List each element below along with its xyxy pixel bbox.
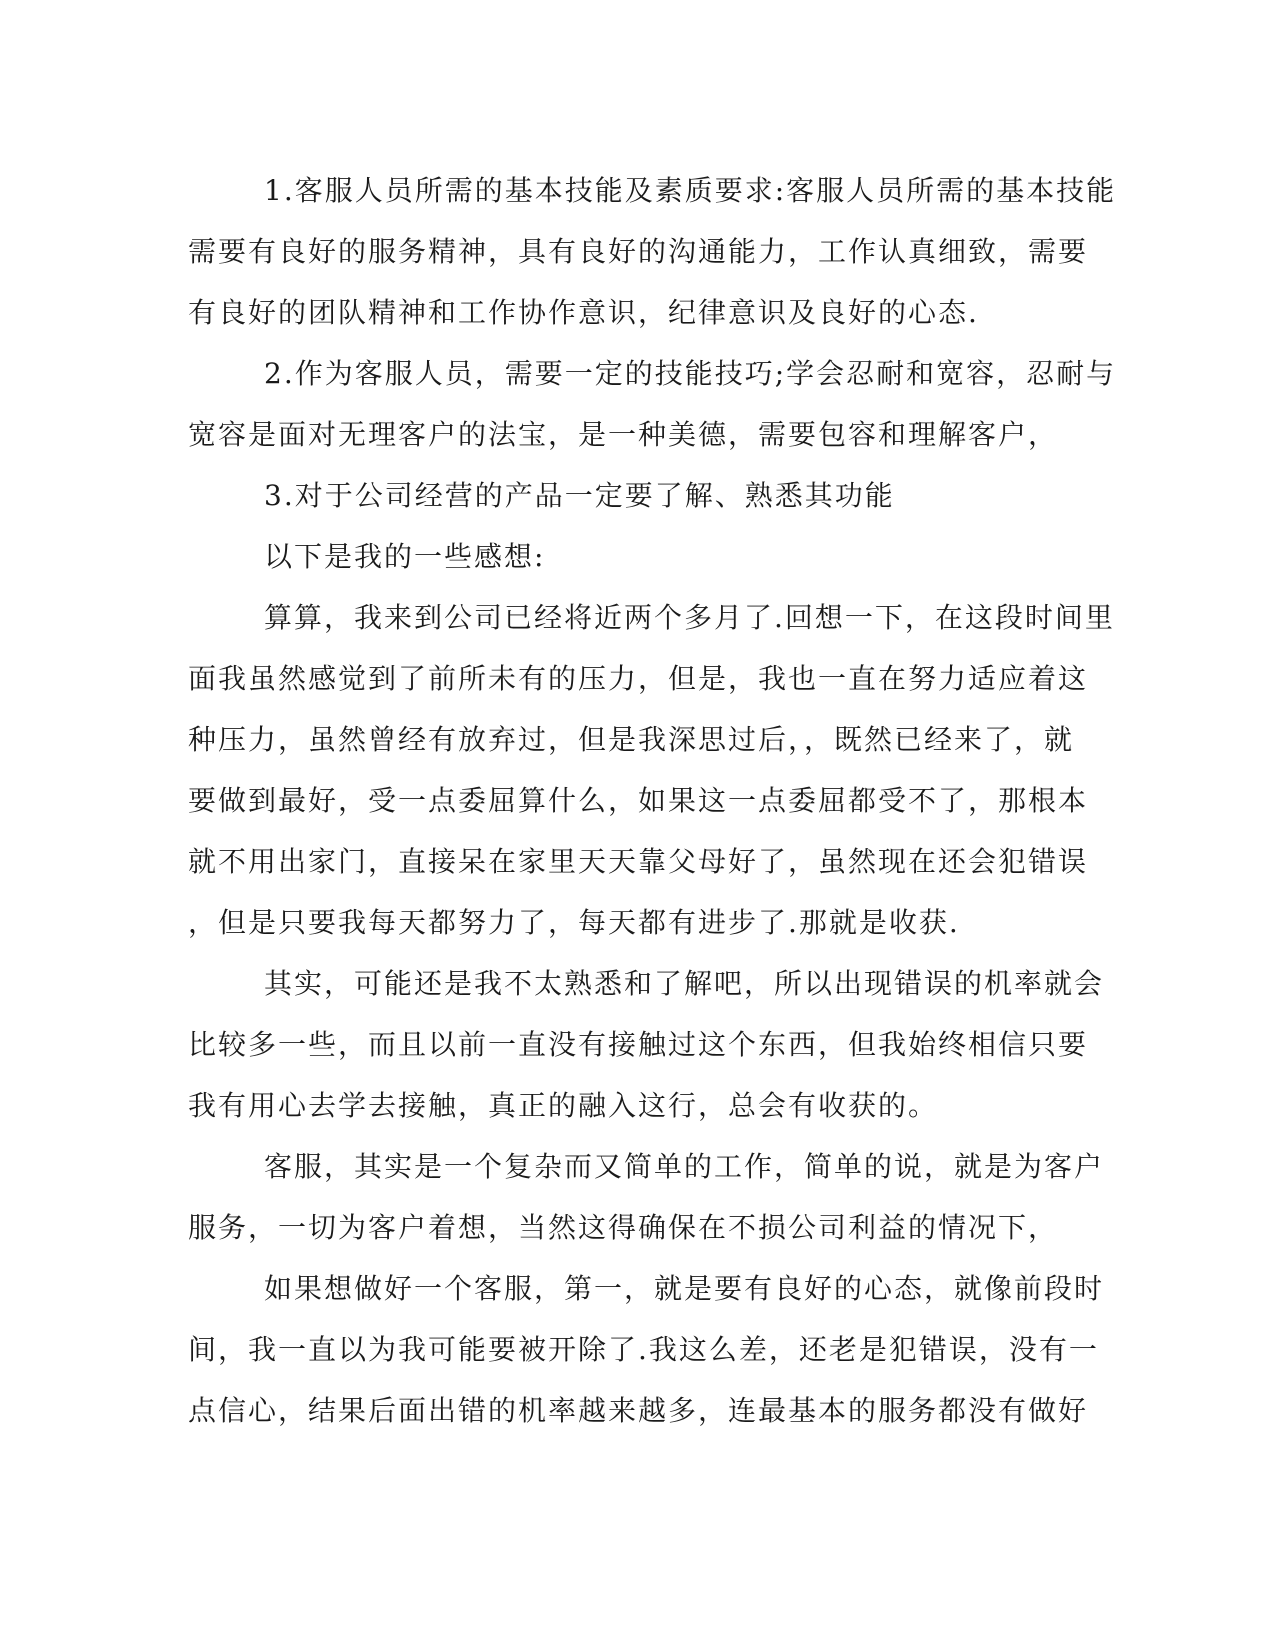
text-line: 算算，我来到公司已经将近两个多月了.回想一下，在这段时间里 xyxy=(264,601,1115,634)
text-line: 3.对于公司经营的产品一定要了解、熟悉其功能 xyxy=(264,479,895,512)
paragraph-5 xyxy=(188,587,1115,953)
text-line: 间，我一直以为我可能要被开除了.我这么差，还老是犯错误，没有一 xyxy=(188,1333,1099,1366)
text-line: 服务，一切为客户着想，当然这得确保在不损公司利益的情况下， xyxy=(188,1211,1059,1244)
text-line: 种压力，虽然曾经有放弃过，但是我深思过后，，既然已经来了，就 xyxy=(188,723,1075,756)
text-line: 点信心，结果后面出错的机率越来越多，连最基本的服务都没有做好 xyxy=(188,1394,1089,1427)
paragraph-8 xyxy=(188,1258,1105,1441)
paragraph-2 xyxy=(188,343,1117,465)
text-line: 就不用出家门，直接呆在家里天天靠父母好了，虽然现在还会犯错误 xyxy=(188,845,1089,878)
text-line: 比较多一些，而且以前一直没有接触过这个东西，但我始终相信只要 xyxy=(188,1028,1089,1061)
text-line: 宽容是面对无理客户的法宝，是一种美德，需要包容和理解客户， xyxy=(188,418,1059,451)
text-line: 如果想做好一个客服，第一，就是要有良好的心态，就像前段时 xyxy=(264,1272,1105,1305)
text-line: ，但是只要我每天都努力了，每天都有进步了.那就是收获. xyxy=(188,906,960,939)
text-line: 2.作为客服人员，需要一定的技能技巧;学会忍耐和宽容，忍耐与 xyxy=(264,357,1117,390)
paragraph-1 xyxy=(188,160,1117,343)
text-line: 需要有良好的服务精神，具有良好的沟通能力，工作认真细致，需要 xyxy=(188,235,1089,268)
text-line: 我有用心去学去接触，真正的融入这行，总会有收获的。 xyxy=(188,1089,939,1122)
text-line: 1.客服人员所需的基本技能及素质要求:客服人员所需的基本技能 xyxy=(264,174,1117,207)
paragraph-6 xyxy=(188,953,1105,1136)
text-line: 有良好的团队精神和工作协作意识，纪律意识及良好的心态. xyxy=(188,296,979,329)
paragraph-3 xyxy=(188,465,1092,526)
text-line: 客服，其实是一个复杂而又简单的工作，简单的说，就是为客户 xyxy=(264,1150,1105,1183)
document-page xyxy=(188,160,1117,1441)
paragraph-4 xyxy=(188,526,1092,587)
text-line: 要做到最好，受一点委屈算什么，如果这一点委屈都受不了，那根本 xyxy=(188,784,1089,817)
text-line: 面我虽然感觉到了前所未有的压力，但是，我也一直在努力适应着这 xyxy=(188,662,1089,695)
text-line: 以下是我的一些感想: xyxy=(264,540,546,573)
text-line: 其实，可能还是我不太熟悉和了解吧，所以出现错误的机率就会 xyxy=(264,967,1105,1000)
paragraph-7 xyxy=(188,1136,1105,1258)
